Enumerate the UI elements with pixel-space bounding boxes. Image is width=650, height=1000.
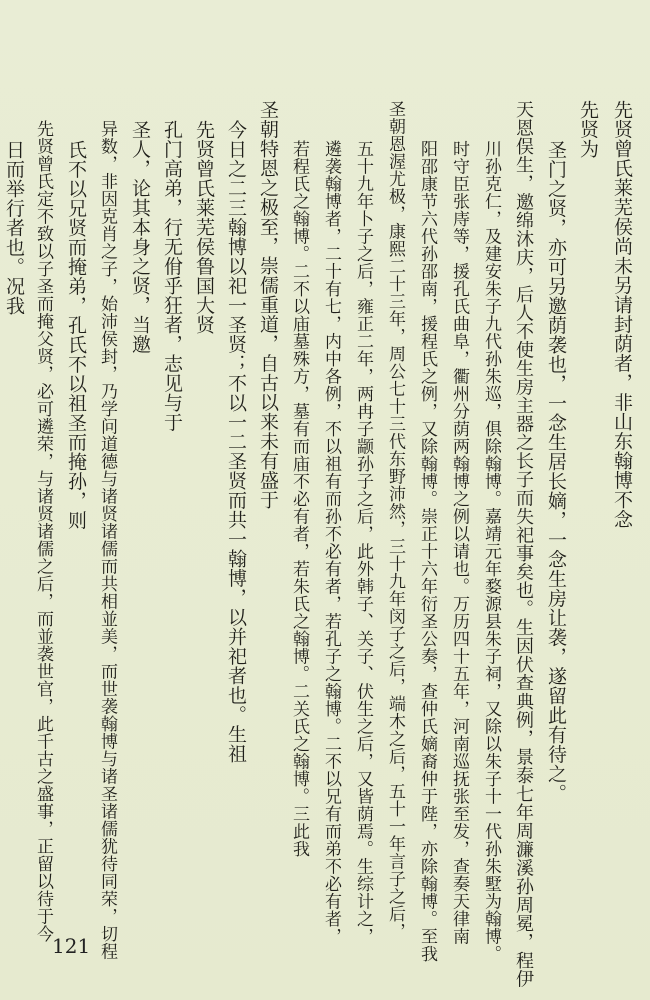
text-column-9: 五十九年卜子之后，雍正二年，两冉子颛孙子之后，此外韩子、关子、伏生之后，又皆荫焉。生综计之， [353, 140, 373, 945]
text-column-1: 先贤曾氏莱芜侯尚未另请封荫者，非山东翰博不念 [611, 100, 633, 529]
text-column-15: 孔门高弟，行无佾乎狂者，志见与于 [161, 120, 183, 432]
text-column-4: 天恩俣生，邀绵沐庆，后人不使生房主器之长子而失祀事矣也。生因伏查典例，景泰七年周濂溪孙周冕，程伊 [513, 100, 534, 988]
text-column-5: 川孙克仁，及建安朱子九代孙朱巡，俱除翰博。嘉靖元年婺源县朱子祠，又除以朱子十一代孙朱墅为翰博。 [481, 140, 501, 963]
page-number: 121 [52, 934, 91, 958]
text-column-8: 圣朝恩渥尤极，康熙二十三年，周公七十三代东野沛然，三十九年闵子之后，端木之后，五十一年言子之后， [385, 100, 405, 940]
text-column-13: 今日之二三翰博以祀一圣贤；不以一二圣贤而共一翰博，以并祀者也。生祖 [225, 120, 247, 764]
text-column-3: 圣门之贤，亦可另邀荫袭也，一念生居长嫡，一念生房让袭，遂留此有待之。 [545, 140, 567, 803]
text-column-7: 阳邵康节六代孙邵南，援程氏之例，又除翰博。崇正十六年衍圣公奏，查仲氏嫡裔仲于陛，亦除翰博。至我 [417, 140, 437, 963]
text-column-2: 先贤为 [577, 100, 599, 159]
text-column-12: 圣朝特恩之极至，崇儒重道，自古以来未有盛于 [257, 100, 279, 510]
text-column-14: 先贤曾氏莱芜侯鲁国大贤 [193, 120, 215, 335]
text-column-16: 圣人，论其本身之贤，当邀 [129, 120, 151, 354]
text-column-6: 时守臣张庤等，援孔氏曲阜，衢州分荫两翰博之例以请也。万历四十五年，河南巡抚张至发，查奏天律南 [449, 140, 469, 945]
text-column-18: 氏不以兄贤而掩弟，孔氏不以祖圣而掩孙，则 [65, 140, 87, 530]
text-column-17: 异数，非因克肖之子，始沛侯封，乃学问道德与诸贤诸儒而共相並美，而世袭翰博与诸圣诸儒犹待同荣，切程 [97, 120, 117, 960]
text-column-19: 先贤曾氏定不致以子圣而掩父贤，必可遴荣，与诸贤诸儒之后，而並袭世官，此千古之盛事，正留以待于今 [33, 120, 53, 943]
text-column-11: 若程氏之翰博。二不以庙墓殊方，墓有而庙不必有者，若朱氏之翰博。二关氏之翰博。三此我 [289, 140, 309, 858]
text-column-10: 遴袭翰博者，二十有七，内中各例，不以祖有而孙不必有者，若孔子之翰博。二不以兄有而弟不必有者， [321, 140, 341, 945]
text-column-20: 日而举行者也。况我 [3, 140, 25, 316]
